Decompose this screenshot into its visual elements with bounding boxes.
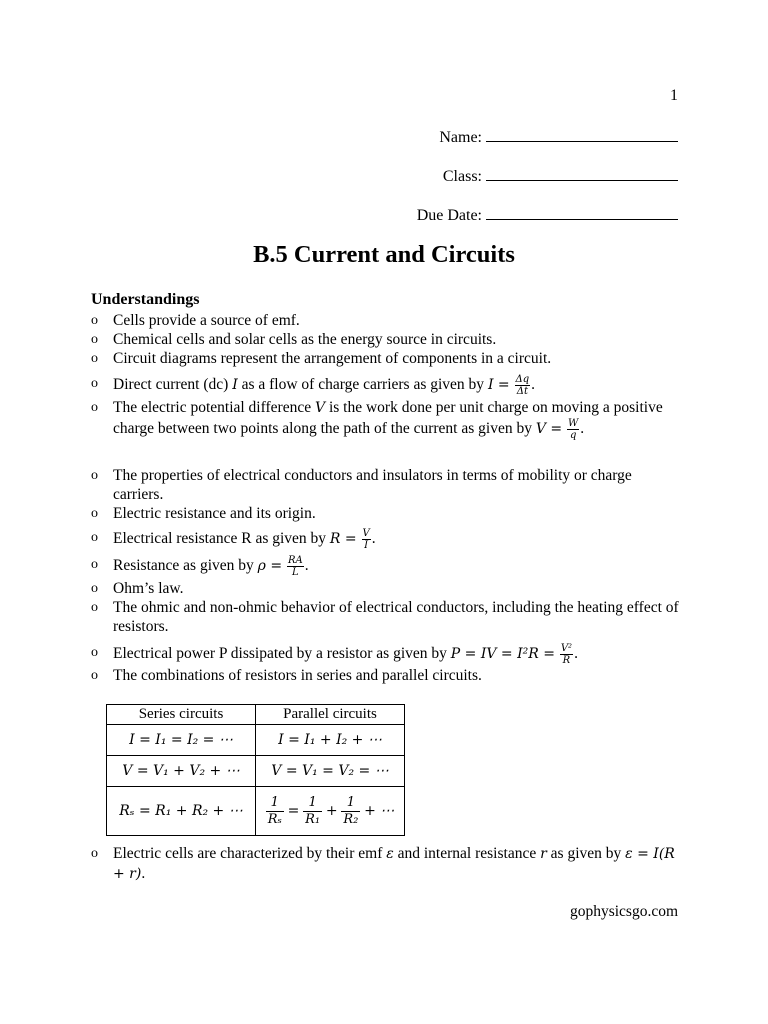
resistivity-fraction: $\frac{RA}{L}$	[287, 555, 303, 578]
due-date-line[interactable]	[486, 206, 678, 220]
class-line[interactable]	[486, 167, 678, 181]
bullet-icon: o	[91, 600, 98, 615]
circuits-table	[106, 704, 405, 836]
name-line[interactable]	[486, 128, 678, 142]
series-current: I = I₁ = I₂ = ⋯	[107, 725, 256, 756]
bullet-icon: o	[91, 376, 98, 391]
voltage-fraction: $\frac{W}{q}$	[568, 418, 579, 441]
bullet-icon: o	[91, 645, 98, 660]
bullet-icon: o	[91, 468, 98, 483]
footer-website: gophysicsgo.com	[569, 903, 678, 920]
table-row	[107, 756, 405, 787]
bullet-icon: o	[91, 313, 98, 328]
name-field[interactable]	[439, 128, 678, 147]
table-row	[107, 787, 405, 836]
page-number: 1	[670, 87, 678, 104]
table-header-row	[107, 705, 405, 725]
bullet-icon: o	[91, 530, 98, 545]
parallel-resistance: $\frac{1}{\text{Rₛ}}$ = $\frac{1}{\text{R₁}}$ + $\frac{1}{\text{R₂}}$ + ⋯	[256, 787, 405, 836]
parallel-header: Parallel circuits	[256, 705, 405, 725]
class-label: Class:	[442, 168, 482, 185]
bullet-icon: o	[91, 557, 98, 572]
current-fraction: $\frac{\Delta q}{\Delta t}$	[515, 374, 530, 397]
series-resistance: Rₛ = R₁ + R₂ + ⋯	[107, 787, 256, 836]
bullet-icon: o	[91, 506, 98, 521]
bullet-icon: o	[91, 351, 98, 366]
series-voltage: V = V₁ + V₂ + ⋯	[107, 756, 256, 787]
name-label: Name:	[439, 129, 482, 146]
series-header: Series circuits	[107, 705, 256, 725]
bullet-icon: o	[91, 668, 98, 683]
bullet-icon: o	[91, 400, 98, 415]
page-title: B.5 Current and Circuits	[253, 241, 515, 268]
parallel-current: I = I₁ + I₂ + ⋯	[256, 725, 405, 756]
bullet-icon: o	[91, 581, 98, 596]
table-row	[107, 725, 405, 756]
due-date-label: Due Date:	[416, 207, 482, 224]
resistance-fraction: $\frac{V}{I}$	[362, 528, 370, 551]
power-fraction: $\frac{\text{V²}}{R}$	[560, 643, 573, 666]
bullet-icon: o	[91, 332, 98, 347]
due-date-field[interactable]	[417, 206, 678, 225]
parallel-voltage: V = V₁ = V₂ = ⋯	[256, 756, 405, 787]
section-heading: Understandings	[91, 291, 200, 308]
class-field[interactable]	[443, 167, 678, 186]
bullet-icon: o	[91, 846, 98, 861]
